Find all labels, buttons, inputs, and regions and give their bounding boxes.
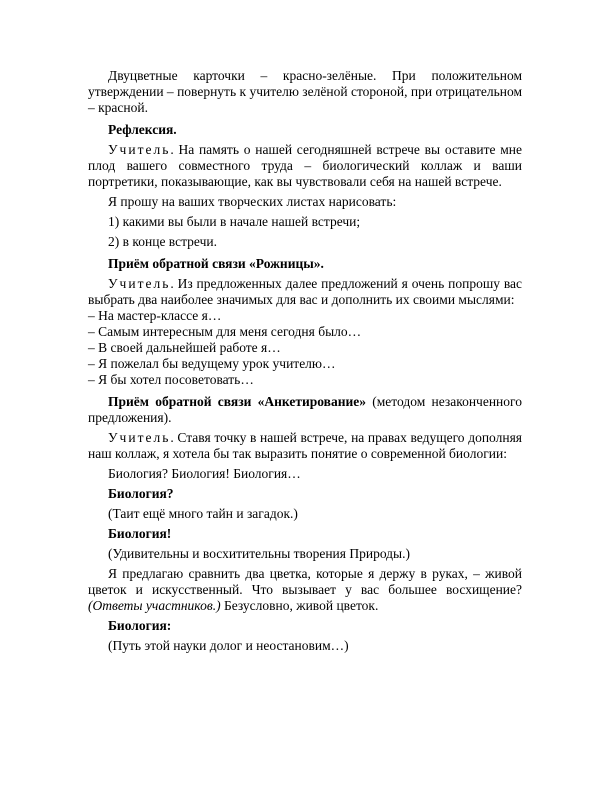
paragraph-request: Я прошу на ваших творческих листах нарисовать: [108,194,397,209]
list-item: – Я бы хотел посоветовать… [88,372,254,387]
paragraph-text-end: Безусловно, живой цветок. [220,598,379,613]
paragraph-cards: Двуцветные карточки – красно-зелёные. При положительном утверждении – повернуть к учителю зелёной стороной, при отрицательном – красной. [88,68,522,115]
paragraph-teacher-2 [88,276,522,308]
paragraph-italic: (Ответы участников.) [88,598,221,613]
heading-biology-exclamation: Биология! [108,526,172,541]
paragraph-wonders: (Удивительны и восхитительны творения Природы.) [108,546,410,561]
paragraph-text: . На память о нашей сегодняшней встрече вы оставите мне плод вашего совместного труда – биологический коллаж и ваши портретики, показывающие, как вы чувствовали себя на нашей встрече. [88,142,522,189]
heading-biology-colon: Биология: [108,618,172,633]
paragraph-teacher-1 [88,142,522,190]
heading-biology-question: Биология? [108,486,174,501]
list-item: – Я пожелал бы ведущему урок учителю… [88,356,336,371]
paragraph-text: . Ставя точку в нашей встрече, на правах ведущего дополняя наш коллаж, я хотела бы так выразить понятие о современной биологии: [88,430,522,461]
list-item: – Самым интересным для меня сегодня было… [88,324,362,339]
list-item: – В своей дальнейшей работе я… [88,340,281,355]
paragraph-biology: Биология? Биология! Биология… [108,466,301,481]
heading-feedback-scissors: Приём обратной связи «Рожницы». [108,256,324,271]
speaker-label: Учитель [108,276,171,291]
list-item: – На мастер-классе я… [88,308,222,323]
paragraph-teacher-3 [88,430,522,462]
paragraph-text: . Из предложенных далее предложений я очень попрошу вас выбрать два наиболее значимых для вас и дополнить их своими мыслями: [88,276,522,307]
paragraph-mysteries: (Таит ещё много тайн и загадок.) [108,506,298,521]
heading-feedback-survey [88,394,522,426]
heading-bold: Приём обратной связи «Анкетирование» [108,394,367,409]
paragraph-item-2: 2) в конце встречи. [108,234,217,249]
paragraph-path: (Путь этой науки долог и неостановим…) [108,638,349,653]
heading-reflection: Рефлексия. [108,122,177,137]
speaker-label: Учитель [108,142,171,157]
speaker-label: Учитель [108,430,171,445]
heading-rest: (методом незаконченного предложения). [88,394,522,425]
paragraph-flowers [88,566,522,614]
paragraph-item-1: 1) какими вы были в начале нашей встречи; [108,214,361,229]
document-page [88,68,522,654]
paragraph-text: Я предлагаю сравнить два цветка, которые я держу в руках, – живой цветок и искусственный. Что вызывает у вас большее восхищение? [88,566,522,597]
